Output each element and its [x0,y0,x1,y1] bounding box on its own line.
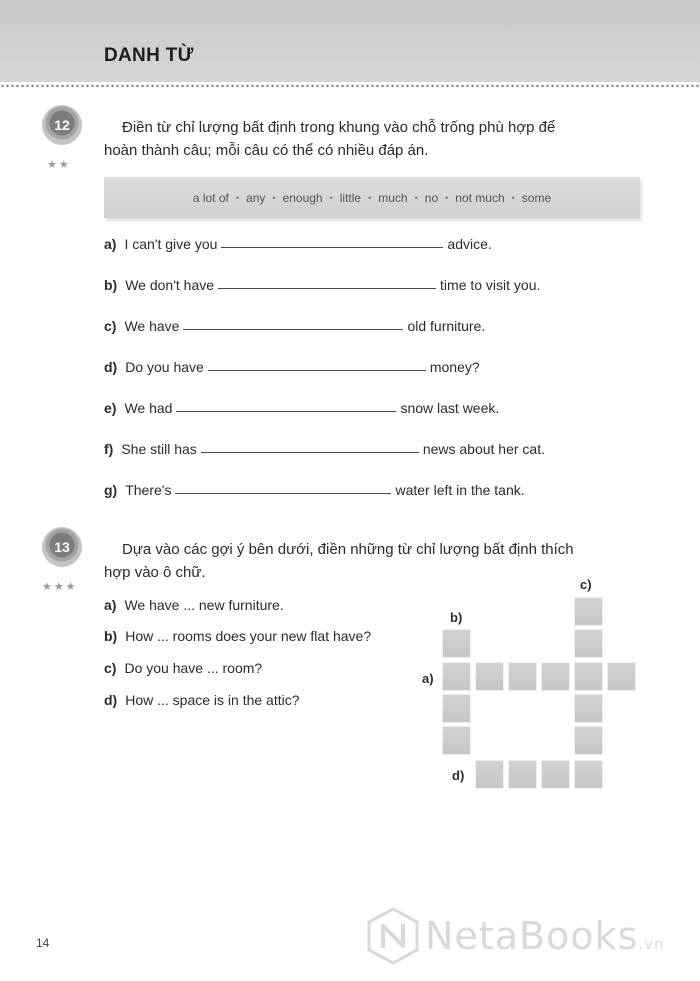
crossword-label-b: b) [450,610,463,625]
question-label: c) [104,318,117,334]
clue-label: b) [104,628,118,644]
question-b [104,277,540,293]
question-f [104,441,545,457]
question-label: b) [104,277,118,293]
exercise-13-instruction-line2: hợp vào ô chữ. [104,564,206,581]
question-text-before: We had [124,400,173,416]
crossword-cell[interactable] [442,662,471,691]
question-text-before: Do you have [125,359,204,375]
question-d [104,359,480,375]
word-box-item: some [521,190,552,205]
bullet-separator: • [235,192,240,203]
exercise-13-badge [42,527,82,567]
question-text-after: old furniture. [407,318,486,334]
clue-label: d) [104,692,118,708]
crossword-cell[interactable] [508,662,537,691]
question-text-before: We have [124,318,180,334]
answer-blank[interactable] [218,287,436,289]
clue-text: How ... space is in the attic? [125,692,300,708]
crossword-cell[interactable] [442,629,471,658]
clue-d [104,692,300,708]
crossword-label-d: d) [452,768,465,783]
answer-blank[interactable] [175,492,391,494]
crossword-cell[interactable] [541,760,570,789]
answer-blank[interactable] [183,328,403,330]
bullet-separator: • [511,192,515,203]
crossword-cell[interactable] [574,597,603,626]
page-title: DANH TỪ [104,45,194,66]
crossword-cell[interactable] [541,662,570,691]
question-text-after: advice. [447,236,492,252]
question-g [104,482,525,498]
question-text-before: There's [125,482,172,498]
crossword-cell[interactable] [574,662,603,691]
exercise-12-difficulty-stars: ★★ [47,158,71,171]
answer-blank[interactable] [176,410,396,412]
exercise-12-instruction [104,116,624,162]
question-text-after: water left in the tank. [395,482,525,498]
exercise-12-badge [42,105,82,145]
clue-text: We have ... new furniture. [124,597,284,613]
page-number: 14 [36,936,50,950]
question-text-after: time to visit you. [440,277,541,293]
logo-main-text: NetaBooks [425,914,639,958]
crossword-cell[interactable] [607,662,636,691]
question-text-before: We don't have [125,277,215,293]
page-header [0,0,700,82]
question-label: g) [104,482,118,498]
clue-b [104,628,371,644]
netabooks-hexagon-icon [365,906,421,966]
word-box-item: a lot of [192,190,229,205]
question-a [104,236,492,252]
word-box-item: little [339,190,362,205]
crossword-cell[interactable] [508,760,537,789]
bullet-separator: • [445,192,449,203]
question-label: f) [104,441,114,457]
crossword-cell[interactable] [574,629,603,658]
crossword-cell[interactable] [574,694,603,723]
clue-label: c) [104,660,117,676]
exercise-12-instruction-line2: hoàn thành câu; mỗi câu có thể có nhiều đáp án. [104,142,429,159]
dotted-divider [0,82,700,90]
question-text-after: news about her cat. [422,441,545,457]
bullet-separator: • [414,192,418,203]
crossword-label-a: a) [422,671,434,686]
bullet-separator: • [272,192,276,203]
exercise-13-number: 13 [54,539,70,555]
netabooks-wordmark [425,914,665,958]
question-text-after: snow last week. [400,400,500,416]
crossword-cell[interactable] [574,760,603,789]
logo-suffix-text: .vn [638,935,665,953]
exercise-13-difficulty-stars: ★★★ [42,580,78,593]
answer-blank[interactable] [201,451,419,453]
answer-blank[interactable] [208,369,426,371]
clue-text: Do you have ... room? [124,660,263,676]
word-box-item: not much [455,190,505,205]
netabooks-watermark-logo [365,906,665,966]
crossword-cell[interactable] [574,726,603,755]
question-text-before: I can't give you [124,236,218,252]
crossword-cell[interactable] [475,662,504,691]
exercise-13-instruction-line1: Dựa vào các gợi ý bên dưới, điền những từ chỉ lượng bất định thích [122,541,574,558]
clue-a [104,597,284,613]
exercise-12-number: 12 [54,117,70,133]
exercise-12-instruction-line1: Điền từ chỉ lượng bất định trong khung vào chỗ trống phù hợp để [122,119,556,136]
question-label: e) [104,400,117,416]
question-text-after: money? [429,359,480,375]
crossword-label-c: c) [580,577,592,592]
bullet-separator: • [368,192,372,203]
answer-blank[interactable] [221,246,443,248]
crossword-cell[interactable] [475,760,504,789]
word-box-item: enough [282,190,323,205]
clue-label: a) [104,597,117,613]
bullet-separator: • [329,192,333,203]
word-box-item: any [246,190,266,205]
question-e [104,400,499,416]
question-label: a) [104,236,117,252]
question-c [104,318,485,334]
question-text-before: She still has [121,441,197,457]
crossword-cell[interactable] [442,694,471,723]
clue-c [104,660,262,676]
crossword-cell[interactable] [442,726,471,755]
word-box [104,177,640,218]
word-box-item: no [424,190,439,205]
question-label: d) [104,359,118,375]
clue-text: How ... rooms does your new flat have? [125,628,372,644]
exercise-13-instruction [104,538,624,584]
word-box-item: much [378,190,408,205]
